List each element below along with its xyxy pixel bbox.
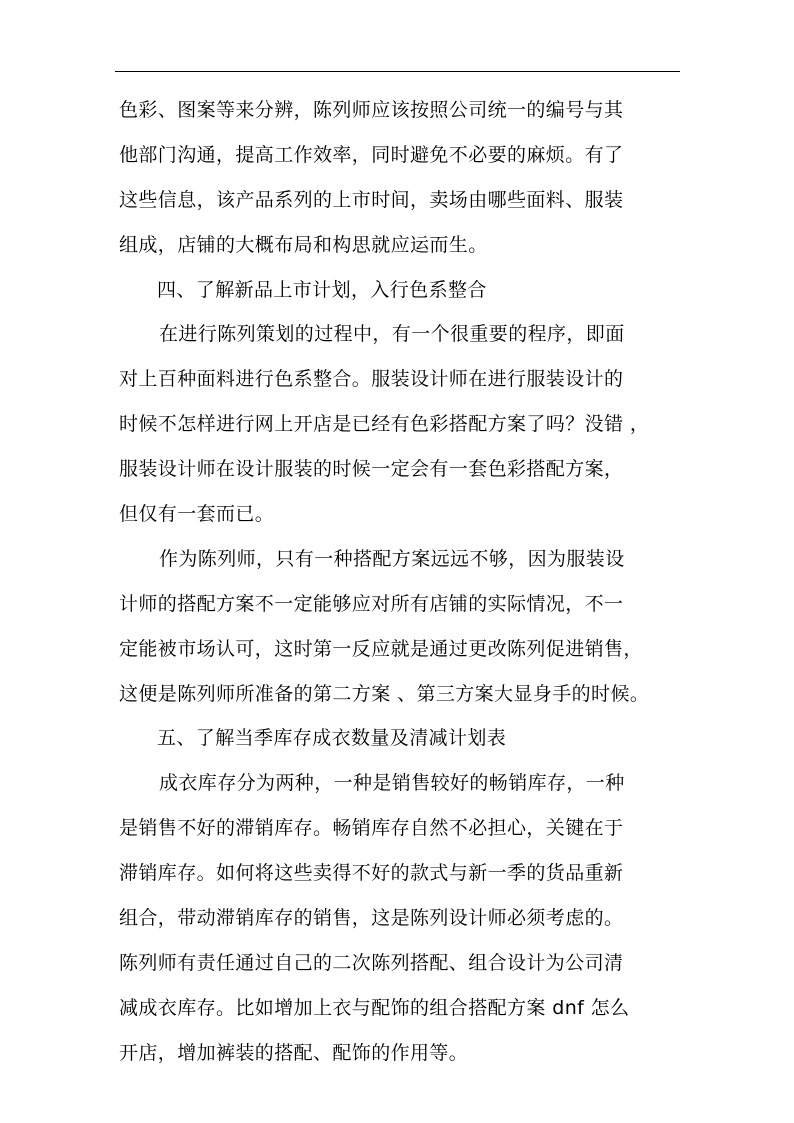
section-heading-4: 四、了解新品上市计划，入行色系整合: [157, 278, 487, 301]
paragraph-start-line: 在进行陈列策划的过程中，有一个很重要的程序，即面: [159, 323, 625, 346]
body-line: 组成，店铺的大概布局和构思就应运而生。: [119, 233, 488, 256]
body-line: 计师的搭配方案不一定能够应对所有店铺的实际情况，不一: [119, 592, 624, 615]
section-heading-5: 五、了解当季库存成衣数量及清减计划表: [157, 727, 507, 750]
document-body: [119, 88, 684, 1076]
body-line: 减成衣库存。比如增加上衣与配饰的组合搭配方案 dnf 怎么: [119, 996, 630, 1019]
header-rule: [115, 71, 680, 72]
body-line: 这便是陈列师所准备的第二方案 、第三方案大显身手的时候。: [119, 682, 650, 705]
body-line: 这些信息，该产品系列的上市时间，卖场由哪些面料、服装: [119, 188, 624, 211]
body-line: 陈列师有责任通过自己的二次陈列搭配、组合设计为公司清: [119, 951, 624, 974]
body-line: 他部门沟通，提高工作效率，同时避免不必要的麻烦。有了: [119, 143, 624, 166]
body-line: 定能被市场认可，这时第一反应就是通过更改陈列促进销售，: [119, 637, 643, 660]
paragraph-start-line: 作为陈列师，只有一种搭配方案远远不够，因为服装设: [159, 547, 625, 570]
body-line: 开店，增加裤装的搭配、配饰的作用等。: [119, 1041, 469, 1064]
body-line: 组合，带动滞销库存的销售，这是陈列设计师必须考虑的。: [119, 907, 624, 930]
body-line: 服装设计师在设计服装的时候一定会有一套色彩搭配方案，: [119, 458, 624, 481]
body-line: 色彩、图案等来分辨，陈列师应该按照公司统一的编号与其: [119, 99, 624, 121]
body-line: 时候不怎样进行网上开店是已经有色彩搭配方案了吗？没错 ，: [119, 413, 650, 436]
paragraph-start-line: 成衣库存分为两种，一种是销售较好的畅销库存，一种: [159, 772, 625, 795]
body-line: 对上百种面料进行色系整合。服装设计师在进行服装设计的: [119, 368, 624, 391]
body-line: 但仅有一套而已。: [119, 503, 275, 526]
body-line: 是销售不好的滞销库存。畅销库存自然不必担心，关键在于: [119, 817, 624, 840]
body-line: 滞销库存。如何将这些卖得不好的款式与新一季的货品重新: [119, 862, 624, 885]
